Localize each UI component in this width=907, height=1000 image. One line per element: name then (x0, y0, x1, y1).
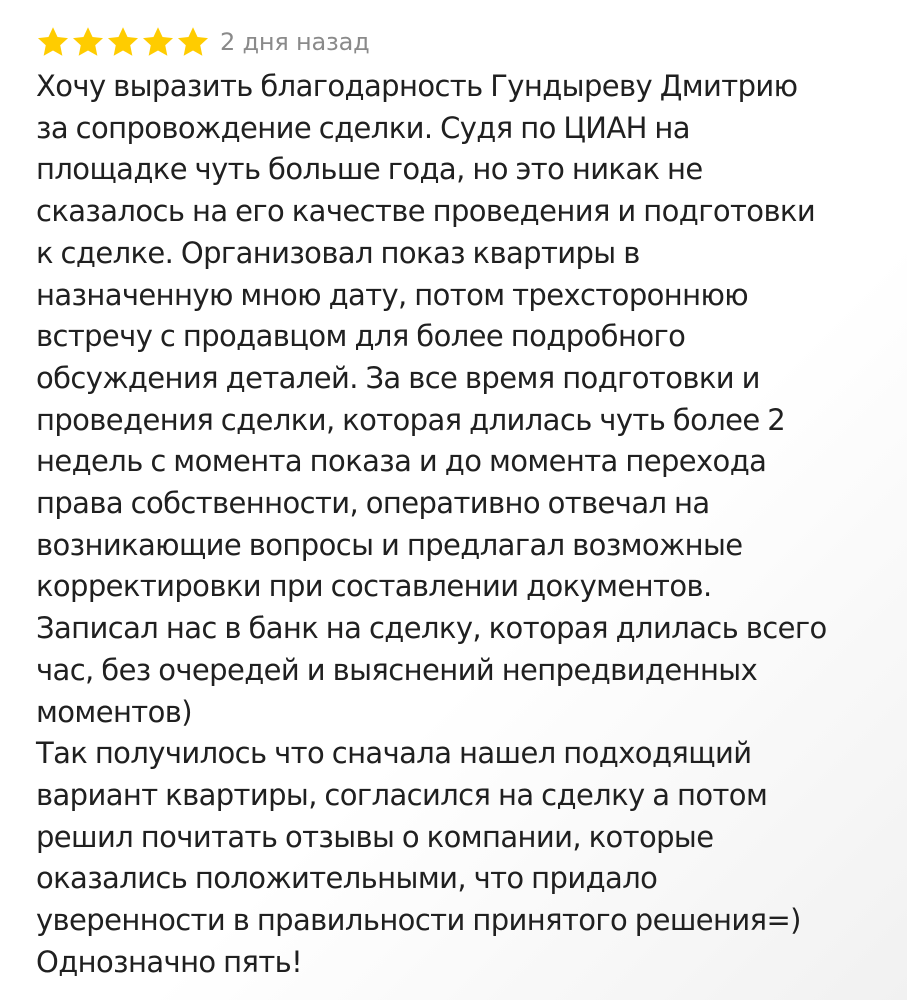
review-text-line: встречу с продавцом для более подробного (36, 319, 686, 354)
review-text-line: корректировки при составлении документов. (36, 569, 712, 604)
review-text-line: вариант квартиры, согласился на сделку а потом (36, 777, 768, 812)
review-header (36, 24, 896, 60)
review-date: 2 дня назад (220, 28, 370, 56)
review-text-line: Так получилось что сначала нашел подходящий (36, 736, 752, 771)
star-icon (71, 25, 105, 59)
star-icon (141, 25, 175, 59)
review-text (36, 66, 896, 983)
review-text-line: решил почитать отзывы о компании, которые (36, 819, 714, 854)
review-text-line: возникающие вопросы и предлагал возможные (36, 527, 743, 562)
review-text-line: права собственности, оперативно отвечал на (36, 486, 710, 521)
review-text-line: уверенности в правильности принятого решения=) (36, 903, 801, 938)
review-text-line: к сделке. Организовал показ квартиры в (36, 235, 640, 270)
review-text-line: Хочу выразить благодарность Гундыреву Дмитрию (36, 69, 798, 103)
review-text-line: проведения сделки, которая длилась чуть более 2 (36, 402, 786, 437)
review-text-line: недель с момента показа и до момента перехода (36, 444, 767, 479)
star-icon (106, 25, 140, 59)
star-icon (36, 25, 70, 59)
review-text-line: моментов) (36, 694, 192, 729)
review-card (36, 24, 896, 983)
rating-stars (36, 25, 210, 59)
review-text-line: оказались положительными, что придало (36, 861, 658, 896)
review-text-line: час, без очередей и выяснений непредвиденных (36, 652, 758, 687)
star-icon (176, 25, 210, 59)
review-text-line: назначенную мною дату, потом трехстороннюю (36, 277, 749, 312)
review-text-line: площадке чуть больше года, но это никак не (36, 152, 703, 187)
review-text-line: Записал нас в банк на сделку, которая длилась всего (36, 611, 827, 646)
review-text-line: обсуждения деталей. За все время подготовки и (36, 360, 760, 395)
review-text-line: за сопровождение сделки. Судя по ЦИАН на (36, 110, 690, 145)
review-text-line: сказалось на его качестве проведения и подготовки (36, 194, 816, 229)
review-text-line: Однозначно пять! (36, 944, 303, 979)
